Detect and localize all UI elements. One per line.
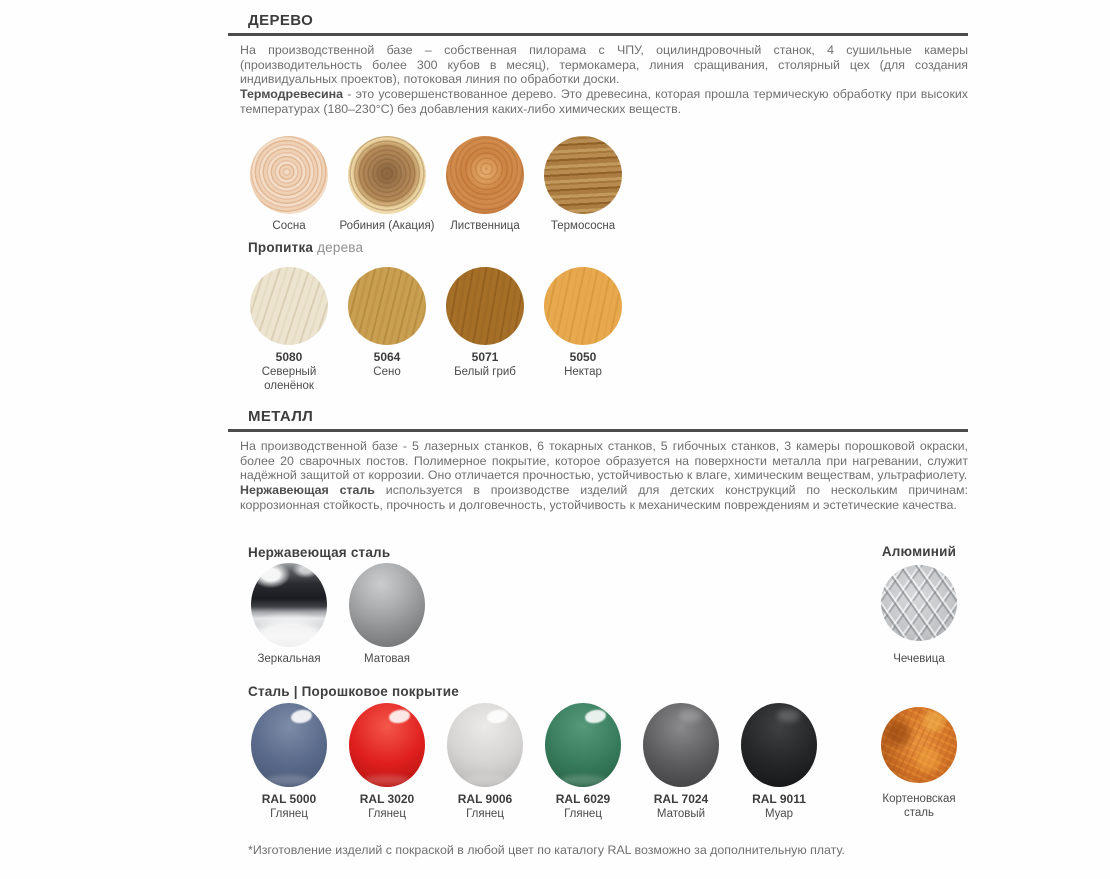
ral-9011-finish: Муар xyxy=(764,808,794,820)
powder-swatch-ral9006 xyxy=(436,703,534,821)
robinia-slice-image xyxy=(348,136,426,214)
powder-swatch-ral7024 xyxy=(632,703,730,821)
stain-swatch-5050 xyxy=(534,267,632,393)
impregnation-title-main: Пропитка xyxy=(248,240,314,255)
larch-slice-image xyxy=(446,136,524,214)
wood-swatch-pine xyxy=(240,136,338,233)
stainless-term: Нержавеющая сталь xyxy=(240,483,375,498)
ral-6029-label xyxy=(556,792,610,821)
ral-3020-code: RAL 3020 xyxy=(359,792,415,806)
stain-5050-code: 5050 xyxy=(569,350,597,364)
stain-5050-image xyxy=(544,267,622,345)
stain-swatch-5071 xyxy=(436,267,534,393)
metal-paragraph-stainless xyxy=(240,483,968,512)
impregnation-row xyxy=(240,267,968,393)
stain-5071-name: Белый гриб xyxy=(454,366,516,378)
thermopine-label: Термососна xyxy=(550,220,616,232)
ral-9011-sphere-image xyxy=(741,703,817,787)
wood-swatch-thermopine xyxy=(534,136,632,233)
stain-swatch-5064 xyxy=(338,267,436,393)
ral-7024-label xyxy=(654,792,708,821)
thermowood-term: Термодревесина xyxy=(240,87,344,102)
stain-5071-image xyxy=(446,267,524,345)
metal-paragraph-production-text: На производственной базе - 5 лазерных станков, 6 токарных станков, 5 гибочных станков, 3 камеры порошковой окраски, более 20 сварочных постов. Полимерное покрытие, которое образуется на поверхности металла при нагревании, служит надёжной защитой от коррозии. Оно отличается прочностью, устойчивостью к влаге, химическим веществам, ультрафиолету. xyxy=(240,439,968,483)
ral-9006-sphere-image xyxy=(447,703,523,787)
stainless-swatch-matte xyxy=(338,563,436,666)
wood-section-divider xyxy=(228,33,968,36)
ral-9011-code: RAL 9011 xyxy=(752,792,806,806)
powder-swatch-ral5000 xyxy=(240,703,338,821)
wood-paragraph-thermowood-text: - это усовершенствованное дерево. Это древесина, которая прошла термическую обработку при высоких температурах (180–230°С) без добавления каких-либо химических веществ. xyxy=(240,87,968,116)
matte-steel-sphere-image xyxy=(349,563,425,647)
metal-section-title: МЕТАЛЛ xyxy=(248,408,314,425)
stain-5071-label xyxy=(454,350,516,379)
mirror-label: Зеркальная xyxy=(257,653,321,665)
corten-steel-swatch xyxy=(870,703,968,820)
stain-5064-code: 5064 xyxy=(373,350,401,364)
corten-label: Кортеновская сталь xyxy=(882,793,956,819)
aluminum-checker-plate-image xyxy=(881,565,957,641)
stain-5071-code: 5071 xyxy=(471,350,499,364)
matte-label: Матовая xyxy=(364,653,410,665)
ral-6029-sphere-image xyxy=(545,703,621,787)
metal-section-divider xyxy=(228,429,968,432)
corten-steel-image xyxy=(881,707,957,783)
stain-5080-name: Северный оленёнок xyxy=(261,366,317,392)
impregnation-title-sub: дерева xyxy=(313,240,364,255)
larch-label: Лиственница xyxy=(450,220,520,232)
powder-coating-row xyxy=(240,703,968,821)
metal-paragraph-production xyxy=(240,439,968,483)
ral-3020-sphere-image xyxy=(349,703,425,787)
stainless-title: Нержавеющая сталь xyxy=(248,545,391,560)
stain-5080-label xyxy=(240,350,338,393)
ral-5000-finish: Глянец xyxy=(270,808,308,820)
stainless-swatch-mirror xyxy=(240,563,338,666)
stain-5050-label xyxy=(564,350,602,379)
ral-5000-sphere-image xyxy=(251,703,327,787)
wood-paragraph-production-text: На производственной базе – собственная пилорама с ЧПУ, оцилиндровочный станок, 4 сушильные камеры (производительность более 300 кубов в месяц), термокамера, линия сращивания, столярный цех (для создания индивидуальных проектов), потоковая линия по обработки доски. xyxy=(240,43,968,87)
powder-swatch-ral3020 xyxy=(338,703,436,821)
aluminum-swatch-lentil xyxy=(870,563,968,666)
ral-9006-label xyxy=(458,792,512,821)
lentil-label: Чечевица xyxy=(893,653,945,665)
ral-9011-label xyxy=(752,792,806,821)
ral-9006-code: RAL 9006 xyxy=(457,792,513,806)
wood-swatch-larch xyxy=(436,136,534,233)
wood-paragraph-thermowood xyxy=(240,87,968,116)
powder-swatch-ral6029 xyxy=(534,703,632,821)
wood-description xyxy=(240,43,968,117)
ral-footnote: *Изготовление изделий с покраской в любой цвет по каталогу RAL возможно за дополнительную плату. xyxy=(248,843,845,857)
metal-paragraph-stainless-text: используется в производстве изделий для детских конструкций по нескольким причинам: коррозионная стойкость, прочность и долговечность, устойчивость к механическим повреждениям и эстетические качества. xyxy=(240,483,968,512)
ral-7024-sphere-image xyxy=(643,703,719,787)
ral-7024-code: RAL 7024 xyxy=(653,792,709,806)
pine-label: Сосна xyxy=(272,220,306,232)
stain-5064-image xyxy=(348,267,426,345)
ral-6029-finish: Глянец xyxy=(564,808,602,820)
metal-description xyxy=(240,439,968,513)
stain-5064-name: Сено xyxy=(373,366,401,378)
powder-coating-title: Сталь | Порошковое покрытие xyxy=(248,684,459,699)
stain-5080-image xyxy=(250,267,328,345)
stain-swatch-5080 xyxy=(240,267,338,393)
robinia-label: Робиния (Акация) xyxy=(339,220,435,232)
mirror-steel-sphere-image xyxy=(251,563,327,647)
impregnation-title xyxy=(248,240,363,255)
pine-slice-image xyxy=(250,136,328,214)
stain-5080-code: 5080 xyxy=(275,350,303,364)
stain-5064-label xyxy=(373,350,400,379)
stainless-headings-row xyxy=(240,544,968,562)
stainless-row xyxy=(240,563,968,666)
wood-section-title: ДЕРЕВО xyxy=(248,12,314,29)
ral-3020-finish: Глянец xyxy=(368,808,406,820)
aluminum-title: Алюминий xyxy=(881,544,957,559)
powder-swatch-ral9011 xyxy=(730,703,828,821)
ral-9006-finish: Глянец xyxy=(466,808,504,820)
wood-species-row xyxy=(240,136,968,233)
ral-6029-code: RAL 6029 xyxy=(555,792,611,806)
ral-5000-code: RAL 5000 xyxy=(261,792,317,806)
ral-7024-finish: Матовый xyxy=(656,808,706,820)
stain-5050-name: Нектар xyxy=(564,366,602,378)
ral-5000-label xyxy=(262,792,316,821)
wood-paragraph-production xyxy=(240,43,968,87)
ral-3020-label xyxy=(360,792,414,821)
thermopine-slice-image xyxy=(544,136,622,214)
wood-swatch-robinia xyxy=(338,136,436,233)
